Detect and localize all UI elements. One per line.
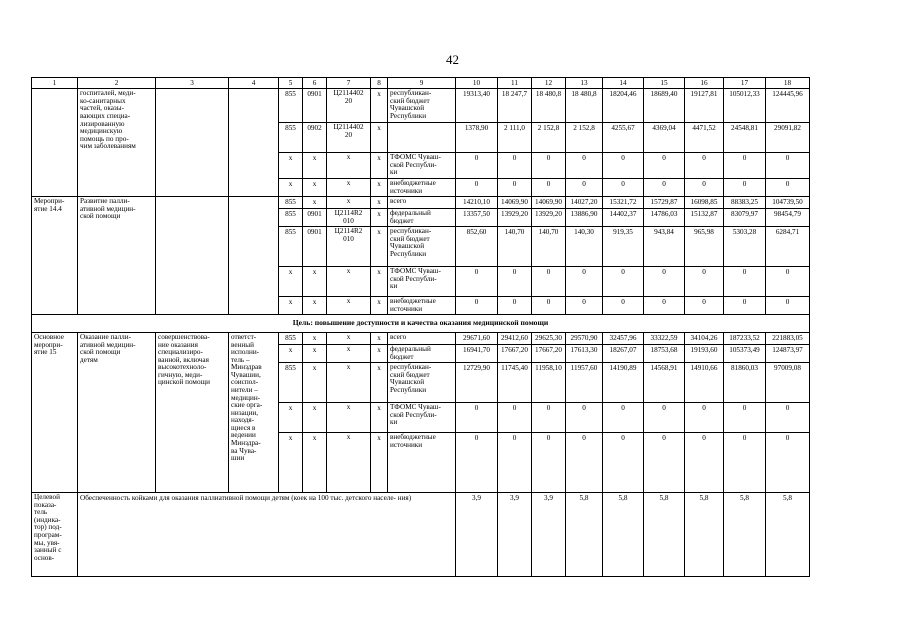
cell-funding-source: всего — [388, 333, 456, 345]
indicator-value: 5,8 — [603, 493, 644, 577]
cell-amount: 15321,72 — [603, 197, 644, 209]
header-cell: 4 — [229, 78, 279, 89]
cell-amount: 17667,20 — [498, 345, 532, 363]
table-row — [32, 333, 810, 345]
table-row — [32, 197, 810, 209]
cell-amount: 15729,87 — [644, 197, 685, 209]
header-cell: 10 — [456, 78, 498, 89]
cell-amount: 0 — [532, 153, 566, 179]
cell-funding-source: федеральный бюджет — [388, 345, 456, 363]
indicator-value: 5,8 — [566, 493, 603, 577]
cell-code-admin: 855 — [279, 123, 303, 153]
cell-amount: 104739,50 — [766, 197, 810, 209]
indicator-value: 5,8 — [685, 493, 724, 577]
cell-amount: 0 — [724, 153, 766, 179]
cell-empty — [156, 197, 229, 315]
cell-amount: 221883,05 — [766, 333, 810, 345]
cell-amount: 19313,40 — [456, 89, 498, 123]
cell-code-type: x — [371, 267, 388, 297]
cell-amount: 0 — [685, 178, 724, 196]
indicator-value: 5,8 — [766, 493, 810, 577]
cell-code-admin: x — [279, 345, 303, 363]
cell-amount: 18 247,7 — [498, 89, 532, 123]
cell-amount: 18267,07 — [603, 345, 644, 363]
indicator-row — [32, 493, 810, 577]
cell-code-type: x — [371, 153, 388, 179]
cell-code-target: x — [327, 363, 371, 403]
cell-amount: 11957,60 — [566, 363, 603, 403]
cell-amount: 0 — [566, 153, 603, 179]
cell-funding-source: республикан- ский бюджет Чувашской Республики — [388, 363, 456, 403]
header-cell: 11 — [498, 78, 532, 89]
cell-code-section: x — [303, 197, 327, 209]
header-cell: 15 — [644, 78, 685, 89]
cell-code-type: x — [371, 433, 388, 493]
cell-amount: 81860,03 — [724, 363, 766, 403]
cell-code-type: x — [371, 123, 388, 153]
cell-amount: 0 — [498, 178, 532, 196]
cell-code-admin: x — [279, 403, 303, 433]
cell-amount: 0 — [603, 403, 644, 433]
cell-code-admin: 855 — [279, 209, 303, 227]
table-row — [32, 89, 810, 123]
cell-measure-name: Оказание палли- ативной медицин- ской помощи детям — [78, 333, 156, 493]
cell-expected-result: совершенствова- ние оказания специализиро- ванной, включая высокотехноло- гичную, меди- цинской помощи — [156, 333, 229, 493]
cell-code-type: x — [371, 227, 388, 267]
cell-code-target: x — [327, 403, 371, 433]
cell-amount: 124445,96 — [766, 89, 810, 123]
cell-code-section: x — [303, 363, 327, 403]
cell-amount: 14069,90 — [532, 197, 566, 209]
cell-amount: 124873,97 — [766, 345, 810, 363]
cell-amount: 33322,59 — [644, 333, 685, 345]
cell-amount: 0 — [566, 267, 603, 297]
cell-amount: 13357,50 — [456, 209, 498, 227]
cell-funding-source: внебюджетные источники — [388, 297, 456, 315]
header-cell: 3 — [156, 78, 229, 89]
cell-amount: 0 — [603, 153, 644, 179]
cell-amount: 16941,70 — [456, 345, 498, 363]
cell-amount: 0 — [644, 297, 685, 315]
cell-code-section: x — [303, 297, 327, 315]
cell-amount: 14402,37 — [603, 209, 644, 227]
cell-amount: 14568,91 — [644, 363, 685, 403]
cell-amount: 97009,08 — [766, 363, 810, 403]
cell-amount: 0 — [566, 178, 603, 196]
header-cell: 17 — [724, 78, 766, 89]
cell-amount: 17613,30 — [566, 345, 603, 363]
header-cell: 9 — [388, 78, 456, 89]
cell-amount: 105373,49 — [724, 345, 766, 363]
cell-amount: 0 — [724, 267, 766, 297]
cell-amount: 14786,03 — [644, 209, 685, 227]
cell-amount: 34104,26 — [685, 333, 724, 345]
program-table — [31, 77, 810, 577]
cell-code-target: x — [327, 197, 371, 209]
cell-amount: 4369,04 — [644, 123, 685, 153]
cell-amount: 2 152,8 — [532, 123, 566, 153]
cell-funding-source — [388, 123, 456, 153]
cell-amount: 0 — [724, 433, 766, 493]
cell-amount: 88383,25 — [724, 197, 766, 209]
cell-code-target: x — [327, 345, 371, 363]
cell-amount: 0 — [766, 433, 810, 493]
indicator-value: 3,9 — [498, 493, 532, 577]
cell-amount: 0 — [766, 403, 810, 433]
cell-amount: 0 — [603, 267, 644, 297]
cell-amount: 13929,20 — [532, 209, 566, 227]
cell-code-admin: x — [279, 267, 303, 297]
cell-amount: 0 — [644, 433, 685, 493]
cell-code-type: x — [371, 345, 388, 363]
block-hospitals — [32, 89, 810, 197]
cell-code-section: x — [303, 178, 327, 196]
cell-amount: 4471,52 — [685, 123, 724, 153]
cell-amount: 0 — [498, 433, 532, 493]
cell-amount: 0 — [644, 403, 685, 433]
cell-amount: 0 — [603, 297, 644, 315]
goal-row — [32, 315, 810, 333]
cell-amount: 16098,85 — [685, 197, 724, 209]
cell-amount: 14069,90 — [498, 197, 532, 209]
cell-code-admin: x — [279, 433, 303, 493]
indicator-text: Обеспеченность койками для оказания паллиативной помощи детям (коек на 100 тыс. детского населе- ния) — [78, 493, 456, 577]
cell-amount: 0 — [498, 297, 532, 315]
cell-amount: 0 — [456, 267, 498, 297]
indicator-value: 5,8 — [644, 493, 685, 577]
indicator-value: 5,8 — [724, 493, 766, 577]
cell-amount: 0 — [724, 178, 766, 196]
cell-amount: 0 — [532, 267, 566, 297]
header-cell: 14 — [603, 78, 644, 89]
header-cell: 13 — [566, 78, 603, 89]
indicator-value: 3,9 — [456, 493, 498, 577]
cell-measure-label: Основное меропри- ятие 15 — [32, 333, 78, 493]
cell-measure-name: Развитие палли- ативной медицин- ской помощи — [78, 197, 156, 315]
cell-amount: 18689,40 — [644, 89, 685, 123]
cell-amount: 1378,90 — [456, 123, 498, 153]
cell-code-section: x — [303, 403, 327, 433]
cell-code-target: x — [327, 297, 371, 315]
cell-amount: 0 — [532, 178, 566, 196]
cell-amount: 29091,82 — [766, 123, 810, 153]
cell-amount: 0 — [532, 297, 566, 315]
cell-code-target: Ц2114402 20 — [327, 89, 371, 123]
cell-amount: 140,70 — [498, 227, 532, 267]
cell-code-admin: x — [279, 297, 303, 315]
cell-amount: 2 152,8 — [566, 123, 603, 153]
cell-code-type: x — [371, 333, 388, 345]
header-row — [32, 78, 810, 89]
cell-funding-source: ТФОМС Чуваш- ской Республи- ки — [388, 403, 456, 433]
cell-amount: 19127,81 — [685, 89, 724, 123]
cell-amount: 0 — [603, 433, 644, 493]
cell-amount: 0 — [498, 403, 532, 433]
cell-amount: 0 — [685, 267, 724, 297]
cell-measure-name: госпиталей, меди- ко-санитарных частей, оказы- вающих специа- лизированную медицинскую помощь по про- чим заболеваниям — [78, 89, 156, 197]
cell-amount: 0 — [456, 178, 498, 196]
header-cell: 1 — [32, 78, 78, 89]
cell-funding-source: внебюджетные источники — [388, 178, 456, 196]
cell-code-admin: x — [279, 153, 303, 179]
cell-amount: 0 — [644, 267, 685, 297]
cell-amount: 13929,20 — [498, 209, 532, 227]
cell-amount: 4255,67 — [603, 123, 644, 153]
cell-amount: 14190,89 — [603, 363, 644, 403]
cell-amount: 140,70 — [532, 227, 566, 267]
cell-code-admin: x — [279, 178, 303, 196]
cell-code-type: x — [371, 297, 388, 315]
block-main-measure-15 — [32, 333, 810, 493]
cell-code-target: Ц2114R2 010 — [327, 209, 371, 227]
cell-funding-source: федеральный бюджет — [388, 209, 456, 227]
cell-amount: 29570,90 — [566, 333, 603, 345]
cell-empty — [229, 197, 279, 315]
cell-amount: 965,98 — [685, 227, 724, 267]
cell-amount: 0 — [724, 297, 766, 315]
cell-amount: 187233,52 — [724, 333, 766, 345]
cell-amount: 0 — [766, 267, 810, 297]
cell-amount: 0 — [766, 153, 810, 179]
cell-code-section: 0901 — [303, 89, 327, 123]
cell-amount: 15132,87 — [685, 209, 724, 227]
cell-amount: 0 — [566, 433, 603, 493]
cell-amount: 0 — [566, 297, 603, 315]
header-cell: 18 — [766, 78, 810, 89]
cell-amount: 0 — [456, 433, 498, 493]
cell-amount: 0 — [456, 153, 498, 179]
header-cell: 6 — [303, 78, 327, 89]
cell-empty — [229, 89, 279, 197]
cell-amount: 17667,20 — [532, 345, 566, 363]
cell-amount: 0 — [685, 153, 724, 179]
cell-funding-source: внебюджетные источники — [388, 433, 456, 493]
cell-funding-source: всего — [388, 197, 456, 209]
cell-amount: 12729,90 — [456, 363, 498, 403]
cell-amount: 14910,66 — [685, 363, 724, 403]
cell-code-target: x — [327, 267, 371, 297]
header-cell: 7 — [327, 78, 371, 89]
cell-measure-label: Меропри- ятие 14.4 — [32, 197, 78, 315]
cell-code-section: 0901 — [303, 209, 327, 227]
cell-empty — [156, 89, 229, 197]
cell-amount: 29412,60 — [498, 333, 532, 345]
cell-amount: 19193,60 — [685, 345, 724, 363]
header-cell: 8 — [371, 78, 388, 89]
cell-code-target: x — [327, 433, 371, 493]
cell-amount: 0 — [498, 153, 532, 179]
cell-funding-source: ТФОМС Чуваш- ской Республи- ки — [388, 267, 456, 297]
cell-amount: 0 — [685, 403, 724, 433]
cell-code-section: x — [303, 333, 327, 345]
cell-amount: 24548,81 — [724, 123, 766, 153]
cell-code-target: Ц2114402 20 — [327, 123, 371, 153]
cell-amount: 2 111,0 — [498, 123, 532, 153]
cell-amount: 0 — [724, 403, 766, 433]
cell-code-type: x — [371, 363, 388, 403]
cell-amount: 11745,40 — [498, 363, 532, 403]
cell-code-section: x — [303, 267, 327, 297]
cell-amount: 14027,20 — [566, 197, 603, 209]
cell-amount: 18753,68 — [644, 345, 685, 363]
cell-amount: 105012,33 — [724, 89, 766, 123]
cell-amount: 5303,28 — [724, 227, 766, 267]
cell-amount: 29671,60 — [456, 333, 498, 345]
cell-code-admin: 855 — [279, 89, 303, 123]
block-measure-14-4 — [32, 197, 810, 315]
cell-responsible: ответст- венный исполни- тель – Минздрав Чувашии, соиспол- нители – медицин- ские орга- низации, находя- щиеся в ведении Минздра- ва Чува- шии — [229, 333, 279, 493]
header-cell: 16 — [685, 78, 724, 89]
cell-amount: 0 — [644, 153, 685, 179]
cell-code-section: x — [303, 345, 327, 363]
cell-code-section: 0901 — [303, 227, 327, 267]
cell-amount: 18204,46 — [603, 89, 644, 123]
indicator-value: 3,9 — [532, 493, 566, 577]
cell-amount: 0 — [456, 403, 498, 433]
cell-amount: 29625,30 — [532, 333, 566, 345]
cell-funding-source: республикан- ский бюджет Чувашской Республики — [388, 89, 456, 123]
cell-code-type: x — [371, 403, 388, 433]
page-number: 42 — [446, 52, 459, 67]
cell-funding-source: ТФОМС Чуваш- ской Республи- ки — [388, 153, 456, 179]
cell-amount: 0 — [603, 178, 644, 196]
cell-code-admin: 855 — [279, 363, 303, 403]
indicator-label: Целевой показа- тель (индика- тор) под- програм- мы, увя- занный с основ- — [32, 493, 78, 577]
cell-amount: 11958,10 — [532, 363, 566, 403]
cell-amount: 0 — [685, 433, 724, 493]
cell-amount: 14210,10 — [456, 197, 498, 209]
cell-amount: 6284,71 — [766, 227, 810, 267]
header-cell: 2 — [78, 78, 156, 89]
cell-amount: 919,35 — [603, 227, 644, 267]
cell-amount: 852,60 — [456, 227, 498, 267]
cell-code-section: x — [303, 433, 327, 493]
cell-code-target: x — [327, 153, 371, 179]
cell-code-type: x — [371, 209, 388, 227]
cell-amount: 32457,96 — [603, 333, 644, 345]
cell-funding-source: республикан- ский бюджет Чувашской Республики — [388, 227, 456, 267]
cell-code-target: Ц2114R2 010 — [327, 227, 371, 267]
cell-amount: 140,30 — [566, 227, 603, 267]
cell-amount: 0 — [766, 178, 810, 196]
cell-amount: 18 480,8 — [532, 89, 566, 123]
cell-code-section: 0902 — [303, 123, 327, 153]
header-cell: 12 — [532, 78, 566, 89]
cell-amount: 0 — [532, 433, 566, 493]
cell-amount: 0 — [456, 297, 498, 315]
cell-amount: 943,84 — [644, 227, 685, 267]
cell-code-section: x — [303, 153, 327, 179]
cell-amount: 0 — [644, 178, 685, 196]
cell-amount: 0 — [766, 297, 810, 315]
cell-amount: 83079,97 — [724, 209, 766, 227]
cell-amount: 0 — [685, 297, 724, 315]
cell-amount: 0 — [498, 267, 532, 297]
cell-amount: 0 — [566, 403, 603, 433]
cell-amount: 98454,79 — [766, 209, 810, 227]
cell-amount: 0 — [532, 403, 566, 433]
cell-code-type: x — [371, 197, 388, 209]
cell-code-admin: 855 — [279, 227, 303, 267]
cell-amount: 18 480,8 — [566, 89, 603, 123]
header-cell: 5 — [279, 78, 303, 89]
cell-code-type: x — [371, 89, 388, 123]
cell-amount: 13886,90 — [566, 209, 603, 227]
cell-code-target: x — [327, 178, 371, 196]
goal-text: Цель: повышение доступности и качества оказания медицинской помощи — [32, 315, 810, 333]
cell-code-type: x — [371, 178, 388, 196]
cell-empty — [32, 89, 78, 197]
cell-code-target: x — [327, 333, 371, 345]
cell-code-admin: 855 — [279, 333, 303, 345]
cell-code-admin: 855 — [279, 197, 303, 209]
